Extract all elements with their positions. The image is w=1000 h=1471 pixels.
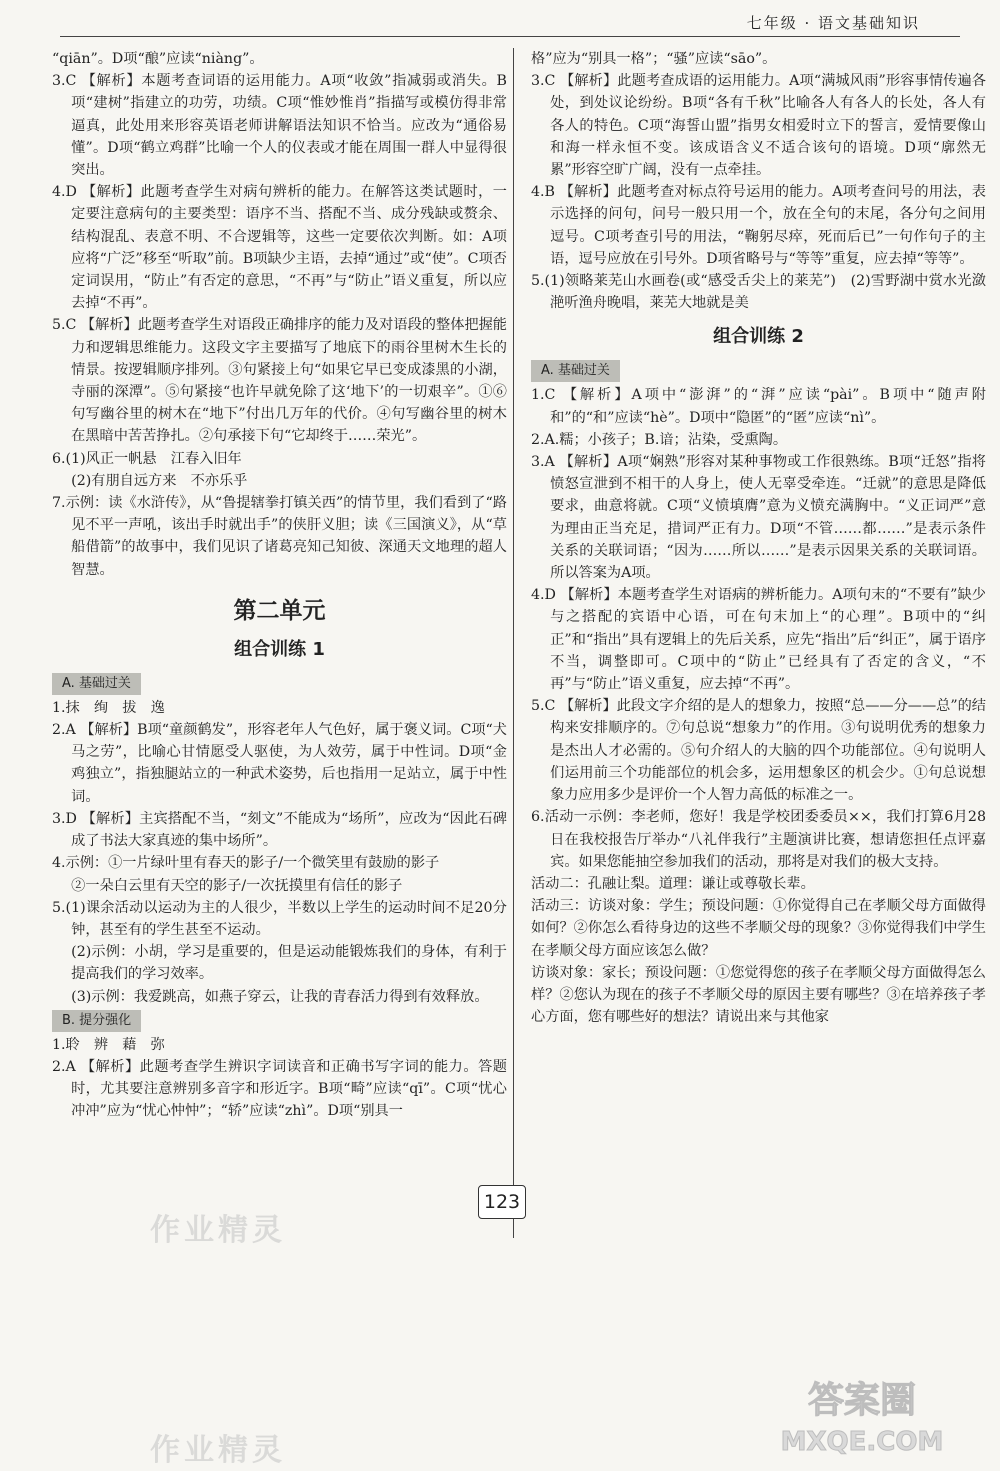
answer-item: (2)示例：小胡，学习是重要的，但是运动能锻炼我们的身体，有利于提高我们的学习效率。 [71, 944, 507, 983]
training-title: 组合训练 2 [713, 326, 804, 348]
answer-item: “qiān”。D项“酿”应读“niàng”。 [52, 51, 264, 67]
answer-item: 5.C 【解析】此题考查学生对语段正确排序的能力及对语段的整体把握能力和逻辑思维能力。这段文字主要描写了地底下的雨谷里树木生长的情景。按逻辑顺序排列。③句紧接上句“如果它早已变成漆黑的小湖，寺丽的深潭”。⑤句紧接“也许早就免除了这‘地下’的一切艰辛”。①⑥句写幽谷里的树木在“地下”付出几万年的代价。④句写幽谷里的树木在黑暗中苦苦挣扎。②句承接下句“它却终于……荣光”。 [52, 317, 507, 445]
watermark-logo [772, 1370, 952, 1460]
answer-item: 4.B 【解析】此题考查对标点符号运用的能力。A项考查问号的用法，表示选择的问句，问号一般只用一个，放在全句的末尾，各分句之间用逗号。C项考查引号的用法，“鞠躬尽瘁，死而后已”一句作句子的主语，逗号应放在引号外。D项省略号与“等等”重复，应去掉“等等”。 [531, 184, 986, 267]
answer-item: (2)有朋自远方来 不亦乐乎 [71, 472, 248, 489]
answer-item: 5.(1)领略莱芜山水画卷(或“感受舌尖上的莱芜”) (2)雪野湖中赏水光潋滟听渔舟晚唱，莱芜大地就是美 [531, 273, 986, 312]
answer-item: 6.活动一示例：李老师，您好！我是学校团委委员××，我们打算6月28日在我校报告厅举办“八礼伴我行”主题演讲比赛，想请您担任点评嘉宾。如果您能抽空参加我们的活动，那将是对我们的极大支持。 [531, 809, 986, 870]
section-label-basic: A. 基础过关 [531, 360, 620, 382]
answer-item: 3.C 【解析】此题考查成语的运用能力。A项“满城风雨”形容事情传遍各处，到处议论纷纷。B项“各有千秋”比喻各人有各人的长处，各人有各人的特色。C项“海誓山盟”指男女相爱时立下的誓言，爱情要像山和海一样永恒不变。该成语含义不适合该句的语境。D项“廓然无累”形容空旷广阔，没有一点牵挂。 [531, 73, 986, 179]
answer-item: 访谈对象：家长；预设问题：①您觉得您的孩子在孝顺父母方面做得怎么样？②您认为现在的孩子不孝顺父母的原因主要有哪些？③在培养孩子孝心方面，您有哪些好的想法？请说出来与其他家 [531, 964, 986, 1026]
section-label-advanced: B. 提分强化 [52, 1010, 141, 1032]
page-number: 123 [478, 1185, 526, 1219]
answer-item: 5.(1)课余活动以运动为主的人很少，半数以上学生的运动时间不足20分钟，甚至有的学生甚至不运动。 [52, 899, 507, 938]
page-header [60, 8, 960, 37]
answer-item: 2.A 【解析】此题考查学生辨识字词读音和正确书写字词的能力。答题时，尤其要注意辨别多音字和形近字。B项“畸”应读“qī”。C项“忧心冲冲”应为“忧心忡忡”；“轿”应读“zhì”。D项“别具一 [52, 1058, 507, 1120]
answer-item: 1.C 【解析】A项中“澎湃”的“湃”应读“pài”。B项中“随声附和”的“和”应读“hè”。D项中“隐匿”的“匿”应读“nì”。 [531, 387, 986, 426]
answer-item: 5.C 【解析】此段文字介绍的是人的想象力，按照“总——分——总”的结构来安排顺序的。⑦句总说“想象力”的作用。③句说明优秀的想象力是杰出人才必需的。⑤句介绍人的大脑的四个功能部位。④句说明人们运用前三个功能部位的机会多，运用想象区的机会少。①句总说想象力应用多少是评价一个人智力高低的标准之一。 [531, 698, 986, 804]
answer-item: 4.D 【解析】此题考查学生对病句辨析的能力。在解答这类试题时，一定要注意病句的主要类型：语序不当、搭配不当、成分残缺或赘余、结构混乱、表意不明、不合逻辑等，这些一定要依次判断。如：A项应将“广泛”移至“听取”前。B项缺少主语，去掉“通过”或“使”。C项否定词误用，“防止”有否定的意思，“不再”与“防止”语义重复，所以应去掉“不再”。 [52, 184, 507, 312]
answer-item: 7.示例：读《水浒传》，从“鲁提辖拳打镇关西”的情节里，我们看到了“路见不平一声吼，该出手时就出手”的侠肝义胆；读《三国演义》，从“草船借箭”的故事中，我们见识了诸葛亮知己知彼、深通天文地理的超人智慧。 [52, 495, 507, 578]
watermark-line2: MXQE.COM [780, 1427, 944, 1457]
header-title: 七年级 · 语文基础知识 [746, 14, 920, 32]
answer-item: 活动二：孔融让梨。道理：谦让或尊敬长辈。 [531, 875, 815, 892]
stamp-text: 作业精灵 [150, 1213, 286, 1248]
answer-item: 4.D 【解析】本题考查学生对语病的辨析能力。A项句末的“不要有”缺少与之搭配的宾语中心语，可在句末加上“的心理”。B项中的“纠正”和“指出”具有逻辑上的先后关系，应先“指出”后“纠正”，属于语序不当，调整即可。C项中的“防止”已经具有了否定的含义，“不再”与“防止”语义重复，应去掉“不再”。 [531, 587, 986, 693]
answer-item: 1.聆 辨 藉 弥 [52, 1036, 165, 1053]
answer-item: 2.A.糯；小孩子；B.谙；沾染，受熏陶。 [531, 431, 788, 448]
answer-item: 6.(1)风正一帆悬 江春入旧年 [52, 450, 242, 467]
answer-item: 1.抹 绚 拔 逸 [52, 699, 165, 716]
answer-item: 3.A 【解析】A项“娴熟”形容对某种事物或工作很熟练。B项“迁怒”指将愤怒宣泄到不相干的人身上，使人无辜受牵连。“迁就”的意思是降低要求，曲意将就。C项“义愤填膺”意为义愤充满胸中。“义正词严”意为理由正当充足，措词严正有力。D项“不管……都……”是表示条件关系的关联词语；“因为……所以……”是表示因果关系的关联词语。所以答案为A项。 [531, 454, 986, 582]
answer-item: 活动三：访谈对象：学生；预设问题：①你觉得自己在孝顺父母方面做得如何？②你怎么看待身边的这些不孝顺父母的现象？③你觉得我们中学生在孝顺父母方面应该怎么做？ [531, 898, 986, 959]
answer-item: 2.A 【解析】B项“童颜鹤发”，形容老年人气色好，属于褒义词。C项“犬马之劳”，比喻心甘情愿受人驱使，为人效劳，属于中性词。D项“金鸡独立”，指独腿站立的一种武术姿势，后也指用一足站立，属于中性词。 [52, 722, 507, 805]
answer-item: 4.示例：①一片绿叶里有春天的影子/一个微笑里有鼓励的影子 [52, 855, 440, 872]
stamp-text: 作业精灵 [150, 1433, 286, 1468]
answer-item: 3.D 【解析】主宾搭配不当，“刻文”不能成为“场所”，应改为“因此石碑成了书法大家真迹的集中场所”。 [52, 810, 507, 850]
watermark-line1: 答案圈 [807, 1380, 917, 1421]
unit-title: 第二单元 [233, 597, 326, 624]
training-title: 组合训练 1 [234, 638, 325, 660]
column-divider [513, 48, 514, 1238]
answer-item: ②一朵白云里有天空的影子/一次抚摸里有信任的影子 [71, 877, 403, 894]
section-label-basic: A. 基础过关 [52, 673, 141, 695]
right-column [531, 48, 986, 1028]
answer-item: (3)示例：我爱跳高，如燕子穿云，让我的青春活力得到有效释放。 [71, 988, 489, 1005]
watermark-graphic [772, 1370, 952, 1460]
answer-item: 3.C 【解析】本题考查词语的运用能力。A项“收敛”指减弱或消失。B项“建树”指建立的功劳，功绩。C项“惟妙惟肖”指描写或模仿得非常逼真，此处用来形容英语老师讲解语法知识不恰当。应改为“通俗易懂”。D项“鹤立鸡群”比喻一个人的仪表或才能在周围一群人中显得很突出。 [52, 73, 507, 179]
answer-item: 格”应为“别具一格”；“骚”应读“sāo”。 [531, 51, 777, 67]
left-column [52, 48, 507, 1123]
